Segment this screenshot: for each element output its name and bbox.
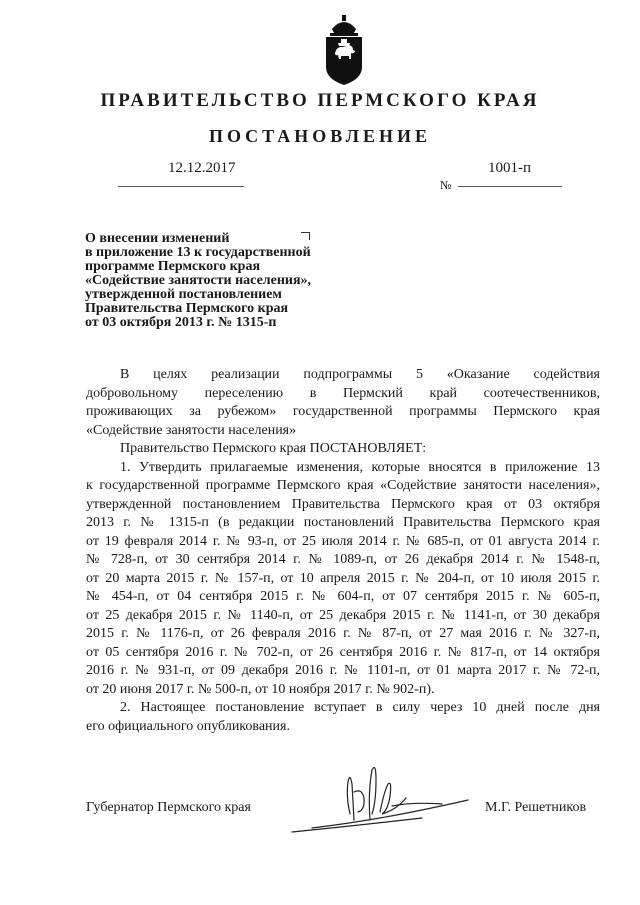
- text-line: 2013 г. № 1315-п (в редакции постановлений Правительства Пермского края: [86, 515, 600, 530]
- text-line: 2. Настоящее постановление вступает в силу через 10 дней после дня: [120, 700, 600, 715]
- subject-line: Правительства Пермского края: [85, 301, 289, 316]
- subject-line: в приложение 13 к государственной: [85, 245, 311, 260]
- document-type: ПОСТАНОВЛЕНИЕ: [208, 126, 432, 146]
- text-line: к государственной программе Пермского края «Содействие занятости населения»,: [86, 478, 600, 493]
- subject-line: О внесении изменений: [85, 231, 230, 246]
- signatory-position: Губернатор Пермского края: [86, 800, 251, 815]
- date-underline: [118, 186, 244, 187]
- text-line: его официального опубликования.: [86, 718, 290, 734]
- text-line: 2015 г. № 1176-п, от 26 февраля 2016 г. № 87-п, от 27 мая 2016 г. № 327-п,: [86, 626, 600, 641]
- organization-title: ПРАВИТЕЛЬСТВО ПЕРМСКОГО КРАЯ: [100, 90, 540, 111]
- text-line: утвержденной постановлением Правительства Пермского края от 03 октября: [86, 496, 600, 512]
- handwritten-signature: [272, 762, 472, 834]
- coat-of-arms-emblem: [322, 15, 366, 87]
- text-line: 2016 г. № 931-п, от 09 декабря 2016 г. № 1101-п, от 01 марта 2017 г. № 72-п,: [86, 663, 600, 678]
- text-line: № 454-п, от 04 сентября 2015 г. № 604-п, от 07 сентября 2015 г. № 605-п,: [86, 589, 600, 604]
- text-line: 1. Утвердить прилагаемые изменения, которые вносятся в приложение 13: [120, 459, 600, 475]
- text-line: от 20 марта 2015 г. № 157-п, от 10 апреля 2015 г. № 204-п, от 10 июля 2015 г.: [86, 570, 600, 586]
- decree-statement: Правительство Пермского края ПОСТАНОВЛЯЕТ:: [120, 441, 427, 456]
- clause-1-paragraph: [86, 459, 600, 700]
- document-subject: [85, 232, 375, 330]
- document-date: 12.12.2017: [168, 160, 236, 176]
- subject-line: утвержденной постановлением: [85, 287, 282, 302]
- text-line: № 728-п, от 30 сентября 2014 г. № 1089-п, от 26 декабря 2014 г. № 1548-п,: [86, 552, 600, 567]
- text-line: от 19 февраля 2014 г. № 93-п, от 25 июля 2014 г. № 685-п, от 01 августа 2014 г.: [86, 533, 600, 549]
- number-underline: [458, 186, 562, 187]
- text-line: проживающих за рубежом» государственной программы Пермского края: [86, 404, 600, 419]
- subject-line: «Содействие занятости населения»,: [85, 273, 312, 288]
- document-number: 1001-п: [488, 160, 532, 176]
- clause-2-paragraph: [86, 699, 600, 736]
- text-line: В целях реализации подпрограммы 5 «Оказание содействия: [120, 367, 600, 382]
- text-line: от 20 июня 2017 г. № 500-п, от 10 ноября 2017 г. № 902-п).: [86, 681, 435, 697]
- text-line: от 05 сентября 2016 г. № 702-п, от 26 сентября 2016 г. № 817-п, от 14 октября: [86, 644, 600, 660]
- text-line: добровольному переселению в Пермский край соотечественников,: [86, 385, 600, 401]
- subject-line: программе Пермского края: [85, 259, 261, 274]
- document-body: [86, 366, 600, 736]
- text-line: «Содействие занятости населения»: [86, 422, 297, 438]
- signatory-name: М.Г. Решетников: [485, 800, 587, 815]
- text-line: от 25 декабря 2015 г. № 1140-п, от 25 декабря 2015 г. № 1141-п, от 30 декабря: [86, 607, 600, 623]
- subject-line: от 03 октября 2013 г. № 1315-п: [85, 315, 277, 330]
- number-sign: №: [440, 178, 452, 192]
- preamble-paragraph: [86, 366, 600, 440]
